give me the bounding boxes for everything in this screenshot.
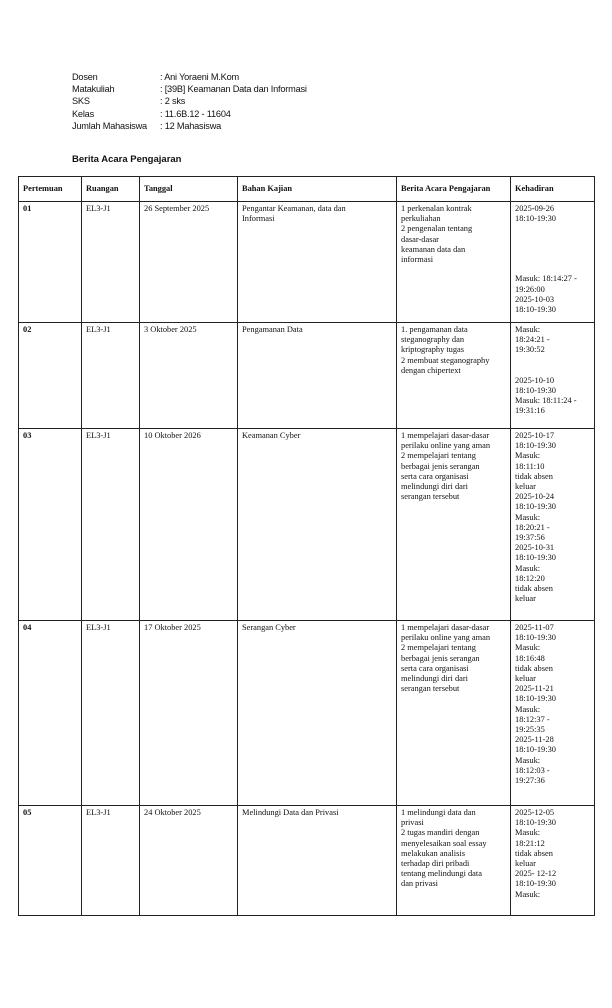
- cell-kehadiran-line: 2025- 12-12: [515, 869, 557, 879]
- cell-berita-acara-line: steganography dan: [401, 335, 465, 345]
- cell-kehadiran-line: [515, 366, 590, 376]
- cell-berita-acara-line: melindungi diri dari: [401, 482, 468, 492]
- cell-kehadiran: [511, 806, 595, 916]
- cell-berita-acara-line: 2 pengenalan tentang: [401, 224, 473, 234]
- cell-kehadiran-line: 19:31:16: [515, 406, 545, 416]
- cell-bahan-kajian: [238, 806, 397, 916]
- cell-berita-acara-line: perkuliahan: [401, 214, 441, 224]
- cell-kehadiran-line: 18:11:10: [515, 461, 545, 471]
- cell-berita-acara-line: serta cara organisasi: [401, 471, 469, 481]
- table-row: [19, 806, 595, 916]
- cell-kehadiran-line: Masuk:: [515, 512, 541, 522]
- cell-berita-acara-line: berbagai jenis serangan: [401, 653, 480, 663]
- cell-tanggal: 10 Oktober 2026: [140, 429, 238, 621]
- header-ruangan: Ruangan: [82, 177, 140, 202]
- cell-berita-acara-line: 1 perkenalan kontrak: [401, 204, 472, 213]
- cell-kehadiran: [511, 429, 595, 621]
- cell-berita-acara-line: 1 mempelajari dasar-dasar: [401, 431, 490, 440]
- cell-berita-acara-line: perilaku online yang aman: [401, 633, 491, 643]
- cell-kehadiran-line: keluar: [515, 594, 536, 604]
- cell-berita-acara-line: 1. pengamanan data: [401, 325, 468, 334]
- table-header-row: [19, 177, 595, 202]
- cell-kehadiran-line: 18:10-19:30: [515, 502, 556, 512]
- info-label: Kelas: [72, 108, 94, 119]
- info-label: Dosen: [72, 72, 98, 82]
- cell-bahan-kajian: [238, 323, 397, 429]
- cell-pertemuan: 03: [19, 429, 82, 621]
- cell-tanggal: 24 Oktober 2025: [140, 806, 238, 916]
- cell-pertemuan: 02: [19, 323, 82, 429]
- cell-kehadiran-line: 18:21:12: [515, 838, 545, 848]
- cell-berita-acara-line: 2 mempelajari tentang: [401, 643, 476, 653]
- cell-tanggal: 3 Oktober 2025: [140, 323, 238, 429]
- cell-ruangan: EL3-J1: [82, 429, 140, 621]
- cell-berita-acara-line: terhadap diri pribadi: [401, 859, 470, 869]
- cell-kehadiran-line: Masuk:: [515, 704, 541, 714]
- cell-kehadiran-line: 18:12:03 -: [515, 765, 550, 775]
- cell-kehadiran-line: Masuk:: [515, 889, 541, 899]
- header-pertemuan: Pertemuan: [19, 177, 82, 202]
- cell-kehadiran-line: Masuk:: [515, 451, 541, 461]
- header-kehadiran: Kehadiran: [511, 177, 595, 202]
- cell-berita-acara-line: privasi: [401, 818, 424, 828]
- cell-berita-acara-line: menyelesaikan soal essay: [401, 838, 487, 848]
- cell-kehadiran-line: 18:20:21 -: [515, 522, 550, 532]
- cell-kehadiran-line: 2025-11-21: [515, 684, 554, 694]
- cell-berita-acara-line: berbagai jenis serangan: [401, 461, 480, 471]
- cell-kehadiran-line: [515, 356, 590, 366]
- cell-kehadiran-line: 18:12:37 -: [515, 714, 550, 724]
- info-value: : 12 Mahasiswa: [160, 120, 222, 131]
- cell-berita-acara-line: keamanan data dan: [401, 244, 466, 254]
- info-label: Jumlah Mahasiswa: [72, 120, 147, 131]
- cell-kehadiran-line: tidak absen: [515, 848, 553, 858]
- cell-kehadiran-line: 18:10-19:30: [515, 818, 556, 828]
- cell-bahan-kajian: [238, 429, 397, 621]
- cell-kehadiran-line: [515, 234, 590, 244]
- cell-kehadiran-line: 2025-12-05: [515, 808, 555, 817]
- info-value: : [39B] Keamanan Data dan Informasi: [160, 84, 307, 95]
- cell-kehadiran-line: 18:24:21 -: [515, 335, 550, 345]
- cell-berita-acara: [397, 323, 511, 429]
- cell-kehadiran-line: Masuk:: [515, 325, 541, 334]
- cell-kehadiran-line: Masuk:: [515, 563, 541, 573]
- cell-kehadiran-line: 2025-11-07: [515, 623, 554, 632]
- cell-berita-acara: [397, 429, 511, 621]
- cell-berita-acara-line: melindungi diri dari: [401, 674, 468, 684]
- info-value: : 2 sks: [160, 96, 186, 107]
- cell-berita-acara-line: tentang melindungi data: [401, 869, 482, 879]
- cell-berita-acara-line: 1 melindungi data dan: [401, 808, 476, 817]
- cell-kehadiran-line: 18:10-19:30: [515, 633, 556, 643]
- cell-pertemuan: 01: [19, 202, 82, 323]
- cell-bahan-kajian-line: Pengantar Keamanan, data dan: [242, 204, 346, 213]
- cell-kehadiran-line: 19:37:56: [515, 533, 545, 543]
- cell-kehadiran-line: 2025-10-10: [515, 375, 555, 385]
- cell-ruangan: EL3-J1: [82, 621, 140, 806]
- cell-kehadiran-line: Masuk: 18:11:24 -: [515, 396, 577, 406]
- cell-kehadiran-line: Masuk: 18:14:27 -: [515, 274, 577, 284]
- cell-berita-acara-line: kriptography tugas: [401, 345, 465, 355]
- cell-bahan-kajian-line: Pengamanan Data: [242, 325, 303, 334]
- cell-kehadiran-line: 18:10-19:30: [515, 305, 556, 315]
- cell-berita-acara-line: 2 membuat steganography: [401, 355, 490, 365]
- cell-kehadiran-line: Masuk:: [515, 828, 541, 838]
- cell-berita-acara-line: perilaku online yang aman: [401, 441, 491, 451]
- table-row: [19, 429, 595, 621]
- cell-kehadiran: [511, 202, 595, 323]
- info-row-sks: [72, 95, 307, 107]
- cell-kehadiran-line: keluar: [515, 674, 536, 684]
- info-value: : Ani Yoraeni M.Kom: [160, 72, 239, 82]
- cell-pertemuan: 04: [19, 621, 82, 806]
- berita-acara-table: [18, 176, 595, 916]
- info-row-jumlah-mahasiswa: [72, 120, 307, 132]
- cell-kehadiran-line: 18:10-19:30: [515, 745, 556, 755]
- cell-berita-acara-line: 1 mempelajari dasar-dasar: [401, 623, 490, 632]
- cell-ruangan: EL3-J1: [82, 323, 140, 429]
- cell-kehadiran-line: 19:26:00: [515, 284, 545, 294]
- cell-berita-acara-line: dan privasi: [401, 879, 438, 889]
- info-row-matakuliah: [72, 83, 307, 95]
- cell-kehadiran-line: 2025-10-31: [515, 543, 555, 553]
- cell-kehadiran-line: tidak absen: [515, 663, 553, 673]
- cell-kehadiran-line: 18:12:20: [515, 573, 545, 583]
- cell-kehadiran-line: 18:10-19:30: [515, 553, 556, 563]
- cell-tanggal: 26 September 2025: [140, 202, 238, 323]
- cell-kehadiran-line: [515, 244, 590, 254]
- cell-kehadiran-line: 2025-10-24: [515, 492, 555, 502]
- course-info: [72, 71, 307, 132]
- cell-kehadiran-line: [515, 264, 590, 274]
- cell-kehadiran-line: Masuk:: [515, 755, 541, 765]
- cell-kehadiran-line: 2025-10-17: [515, 431, 555, 440]
- cell-kehadiran-line: [515, 254, 590, 264]
- cell-pertemuan: 05: [19, 806, 82, 916]
- header-tanggal: Tanggal: [140, 177, 238, 202]
- cell-berita-acara-line: dengan chipertext: [401, 365, 461, 375]
- cell-berita-acara-line: melakukan analisis: [401, 848, 465, 858]
- cell-berita-acara: [397, 621, 511, 806]
- cell-berita-acara-line: serangan tersebut: [401, 684, 460, 694]
- info-row-kelas: [72, 108, 307, 120]
- cell-kehadiran-line: 18:16:48: [515, 653, 545, 663]
- cell-kehadiran-line: 2025-11-28: [515, 735, 554, 745]
- cell-tanggal: 17 Oktober 2025: [140, 621, 238, 806]
- cell-berita-acara-line: dasar-dasar: [401, 234, 439, 244]
- cell-bahan-kajian-line: Melindungi Data dan Privasi: [242, 808, 339, 817]
- cell-kehadiran-line: Masuk:: [515, 643, 541, 653]
- cell-kehadiran-line: tidak absen: [515, 471, 553, 481]
- cell-ruangan: EL3-J1: [82, 202, 140, 323]
- cell-bahan-kajian: [238, 202, 397, 323]
- section-title: Berita Acara Pengajaran: [72, 154, 182, 165]
- cell-berita-acara-line: 2 tugas mandiri dengan: [401, 828, 480, 838]
- cell-kehadiran-line: keluar: [515, 859, 536, 869]
- cell-berita-acara-line: 2 mempelajari tentang: [401, 451, 476, 461]
- cell-berita-acara-line: informasi: [401, 255, 434, 265]
- cell-kehadiran-line: keluar: [515, 482, 536, 492]
- table-row: [19, 202, 595, 323]
- cell-kehadiran-line: 19:27:36: [515, 776, 545, 786]
- cell-kehadiran-line: 19:25:35: [515, 725, 545, 735]
- cell-berita-acara: [397, 806, 511, 916]
- cell-kehadiran-line: 18:10-19:30: [515, 214, 556, 224]
- table-body: [19, 202, 595, 916]
- info-label: SKS: [72, 96, 90, 107]
- cell-kehadiran-line: 2025-09-26: [515, 204, 555, 213]
- cell-kehadiran-line: 18:10-19:30: [515, 441, 556, 451]
- cell-kehadiran-line: 19:30:52: [515, 345, 545, 355]
- cell-berita-acara: [397, 202, 511, 323]
- info-row-dosen: [72, 71, 307, 83]
- header-bahan-kajian: Bahan Kajian: [238, 177, 397, 202]
- cell-bahan-kajian-line: Informasi: [242, 214, 275, 224]
- cell-ruangan: EL3-J1: [82, 806, 140, 916]
- info-value: : 11.6B.12 - 11604: [160, 108, 231, 119]
- cell-kehadiran: [511, 323, 595, 429]
- cell-kehadiran-line: tidak absen: [515, 584, 553, 594]
- cell-berita-acara-line: serangan tersebut: [401, 492, 460, 502]
- info-label: Matakuliah: [72, 84, 115, 95]
- cell-bahan-kajian-line: Keamanan Cyber: [242, 431, 301, 440]
- cell-bahan-kajian: [238, 621, 397, 806]
- table-row: [19, 621, 595, 806]
- header-berita-acara: Berita Acara Pengajaran: [397, 177, 511, 202]
- cell-berita-acara-line: serta cara organisasi: [401, 663, 469, 673]
- cell-kehadiran-line: [515, 224, 590, 234]
- cell-kehadiran-line: 18:10-19:30: [515, 879, 556, 889]
- cell-bahan-kajian-line: Serangan Cyber: [242, 623, 296, 632]
- cell-kehadiran-line: 18:10-19:30: [515, 385, 556, 395]
- table-row: [19, 323, 595, 429]
- cell-kehadiran-line: 18:10-19:30: [515, 694, 556, 704]
- cell-kehadiran-line: 2025-10-03: [515, 294, 555, 304]
- cell-kehadiran: [511, 621, 595, 806]
